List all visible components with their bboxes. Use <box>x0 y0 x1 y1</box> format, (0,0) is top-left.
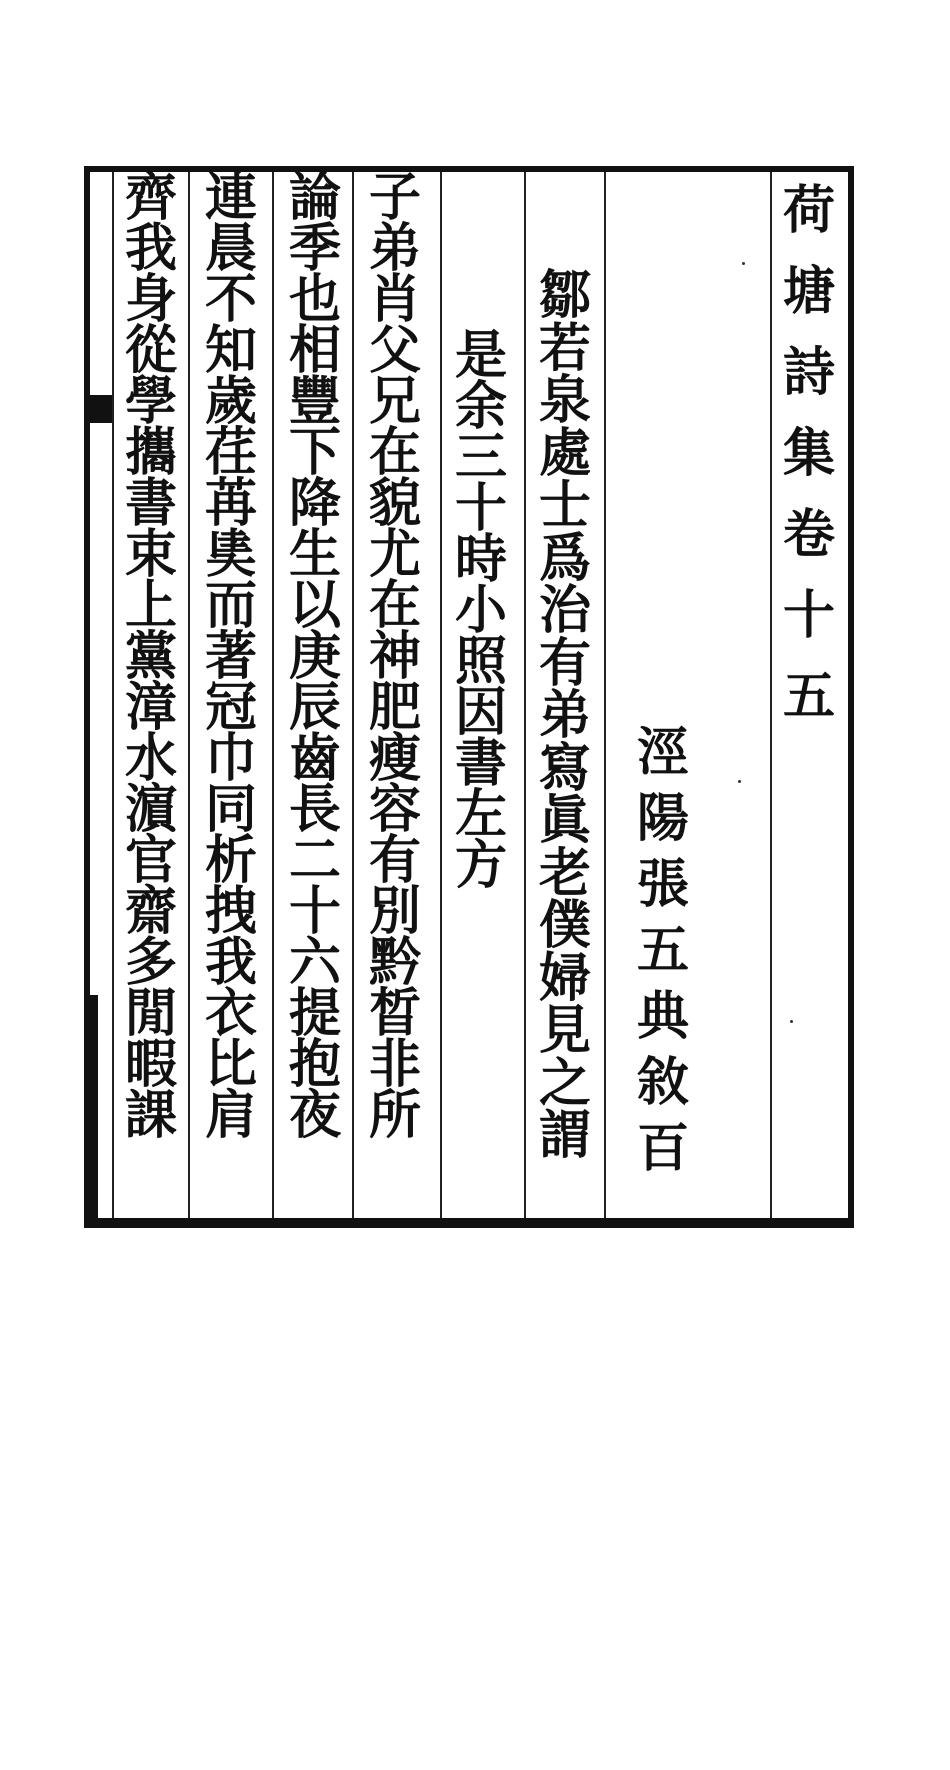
glyph: 弟 <box>538 685 591 746</box>
glyph: 不 <box>204 269 257 330</box>
glyph: 百 <box>636 1118 689 1179</box>
glyph: 僕 <box>538 895 591 956</box>
glyph: 有 <box>538 632 591 694</box>
glyph: 十 <box>288 881 341 942</box>
column-rule <box>524 172 526 1218</box>
glyph: 從 <box>124 320 177 381</box>
glyph: 貌 <box>368 473 421 534</box>
glyph: 爲 <box>538 527 591 589</box>
column-rule <box>352 172 354 1218</box>
glyph: 別 <box>368 881 421 942</box>
poem-title-column-1 <box>530 265 600 1320</box>
glyph: 治 <box>538 580 591 641</box>
glyph: 肩 <box>204 1085 257 1146</box>
glyph: 陽 <box>636 788 689 849</box>
glyph: 論 <box>288 167 341 228</box>
column-rule <box>112 172 114 1218</box>
glyph: 非 <box>368 1034 421 1095</box>
author-column <box>628 720 698 1770</box>
glyph: 荏 <box>204 422 257 483</box>
poem-body-column-3 <box>196 167 266 1222</box>
glyph: 黨 <box>124 626 177 687</box>
glyph: 神 <box>368 626 421 687</box>
glyph: 齒 <box>288 728 341 789</box>
glyph: 鄒 <box>538 265 591 326</box>
glyph: 晳 <box>368 983 421 1044</box>
glyph: 我 <box>204 932 257 993</box>
glyph: 尤 <box>368 524 421 585</box>
glyph: 兄 <box>368 371 421 432</box>
glyph: 季 <box>288 218 341 279</box>
glyph: 著 <box>204 626 257 687</box>
glyph: 在 <box>368 575 421 636</box>
poem-body-column-4 <box>116 167 186 1222</box>
ink-speck <box>738 780 741 783</box>
glyph: 老 <box>538 842 591 904</box>
glyph: 生 <box>288 524 341 585</box>
glyph: 降 <box>288 473 341 534</box>
glyph: 官 <box>124 830 177 891</box>
column-rule <box>770 172 772 1218</box>
poem-body-column-2 <box>280 167 350 1222</box>
glyph: 濵 <box>124 779 177 840</box>
glyph: 寫 <box>538 737 591 799</box>
glyph: 容 <box>368 779 421 840</box>
glyph: 謂 <box>538 1105 591 1166</box>
glyph: 析 <box>204 830 257 891</box>
glyph: 所 <box>368 1085 421 1146</box>
glyph: 典 <box>636 986 689 1047</box>
glyph: 見 <box>538 1000 591 1061</box>
glyph: 黔 <box>368 932 421 993</box>
glyph: 齋 <box>124 881 177 942</box>
glyph: 漳 <box>124 677 177 738</box>
glyph: 有 <box>368 830 421 891</box>
glyph: 婦 <box>538 947 591 1009</box>
spine-edge <box>84 995 98 1225</box>
glyph: 歲 <box>204 371 257 432</box>
glyph: 荷 <box>782 180 835 241</box>
glyph: 攜 <box>124 422 177 483</box>
glyph: 相 <box>288 320 341 381</box>
ink-speck <box>790 1020 793 1023</box>
glyph: 同 <box>204 779 257 840</box>
glyph: 課 <box>124 1085 177 1146</box>
glyph: 奊 <box>204 524 257 585</box>
glyph: 泉 <box>538 370 591 431</box>
glyph: 下 <box>288 422 341 483</box>
glyph: 而 <box>204 575 257 636</box>
glyph: 庚 <box>288 626 341 687</box>
glyph: 冠 <box>204 677 257 738</box>
glyph: 抱 <box>288 1034 341 1095</box>
glyph: 十 <box>454 478 507 539</box>
glyph: 多 <box>124 932 177 993</box>
glyph: 五 <box>782 666 835 727</box>
column-rule <box>440 172 442 1218</box>
glyph: 我 <box>124 218 177 279</box>
glyph: 塘 <box>782 261 835 322</box>
glyph: 小 <box>454 580 507 641</box>
glyph: 瘦 <box>368 728 421 789</box>
glyph: 涇 <box>636 722 689 783</box>
glyph: 束 <box>124 524 177 585</box>
glyph: 比 <box>204 1034 257 1095</box>
glyph: 卷 <box>782 504 835 565</box>
glyph: 左 <box>454 784 507 845</box>
glyph: 照 <box>454 631 507 692</box>
poem-body-column-1 <box>360 167 430 1222</box>
glyph: 肥 <box>368 677 421 738</box>
glyph: 張 <box>636 854 689 915</box>
glyph: 水 <box>124 728 177 789</box>
glyph: 長 <box>288 779 341 840</box>
glyph: 學 <box>124 371 177 432</box>
glyph: 知 <box>204 320 257 381</box>
glyph: 上 <box>124 575 177 636</box>
glyph: 之 <box>538 1052 591 1114</box>
book-title-column <box>774 170 844 1220</box>
glyph: 士 <box>538 475 591 536</box>
glyph: 若 <box>538 317 591 379</box>
glyph: 晨 <box>204 218 257 279</box>
glyph: 拽 <box>204 881 257 942</box>
glyph: 十 <box>782 585 835 646</box>
glyph: 豐 <box>288 371 341 432</box>
glyph: 提 <box>288 983 341 1044</box>
glyph: 夜 <box>288 1085 341 1146</box>
glyph: 是 <box>454 325 507 386</box>
glyph: 子 <box>368 167 421 228</box>
ink-speck <box>742 262 745 265</box>
column-rule <box>272 172 274 1218</box>
glyph: 眞 <box>538 790 591 851</box>
glyph: 三 <box>454 427 507 488</box>
glyph: 衣 <box>204 983 257 1044</box>
glyph: 巾 <box>204 728 257 789</box>
glyph: 書 <box>454 733 507 794</box>
glyph: 齊 <box>124 167 177 228</box>
glyph: 父 <box>368 320 421 381</box>
glyph: 因 <box>454 682 507 743</box>
glyph: 六 <box>288 932 341 993</box>
glyph: 連 <box>204 167 257 228</box>
glyph: 詩 <box>782 342 835 403</box>
glyph: 書 <box>124 473 177 534</box>
glyph: 肖 <box>368 269 421 330</box>
glyph: 余 <box>454 376 507 437</box>
poem-title-column-2 <box>446 325 516 1380</box>
glyph: 苒 <box>204 473 257 534</box>
glyph: 在 <box>368 422 421 483</box>
glyph: 二 <box>288 830 341 891</box>
glyph: 時 <box>454 529 507 590</box>
glyph: 集 <box>782 423 835 484</box>
glyph: 以 <box>288 575 341 636</box>
spine-mark <box>84 395 112 423</box>
glyph: 辰 <box>288 677 341 738</box>
glyph: 五 <box>636 920 689 981</box>
column-rule <box>604 172 606 1218</box>
glyph: 身 <box>124 269 177 330</box>
glyph: 暇 <box>124 1034 177 1095</box>
glyph: 弟 <box>368 218 421 279</box>
glyph: 閒 <box>124 983 177 1044</box>
glyph: 敘 <box>636 1052 689 1113</box>
glyph: 也 <box>288 269 341 330</box>
column-rule <box>188 172 190 1218</box>
glyph: 處 <box>538 422 591 484</box>
glyph: 方 <box>454 835 507 896</box>
